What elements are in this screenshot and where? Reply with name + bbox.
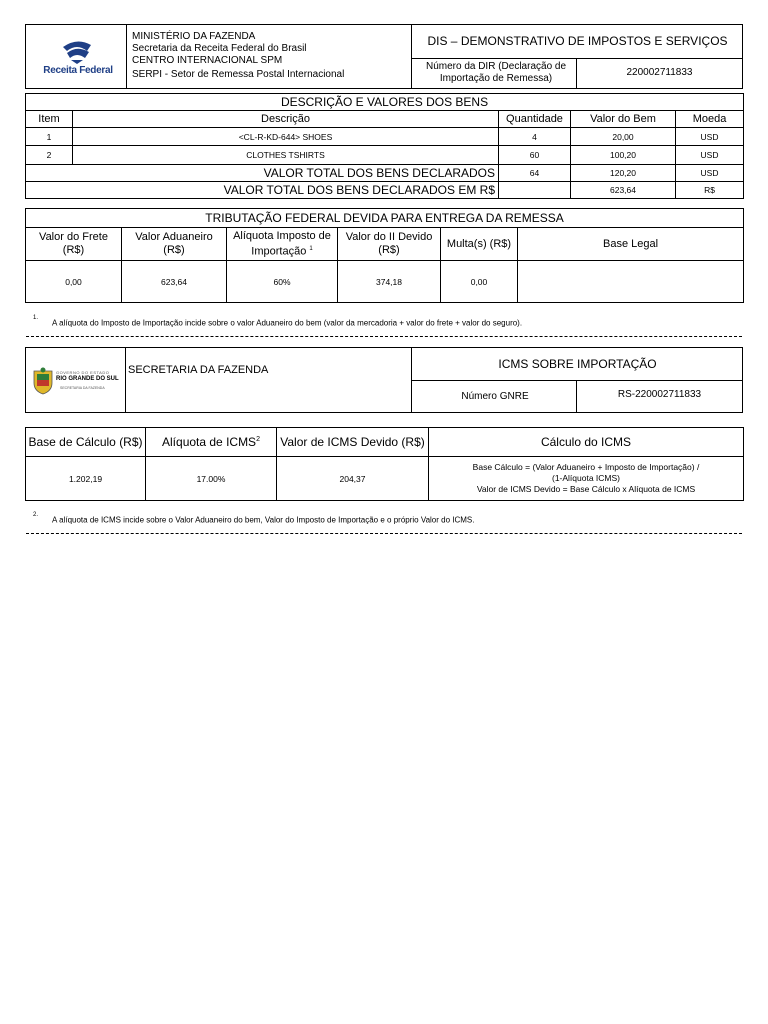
col-customs-value: Valor Aduaneiro (R$): [122, 228, 227, 261]
total-brl-value: 623,64: [571, 182, 676, 199]
dir-label: Número da DIR (Declaração de Importação de Remessa): [425, 61, 567, 84]
icms-calc-line-3: Valor de ICMS Devido = Base Cálculo x Alíquota de ICMS: [476, 484, 696, 494]
federal-tax-table: [25, 208, 744, 303]
col-import-rate-label: Alíquota Imposto de Importação: [233, 229, 331, 258]
col-import-rate: [227, 228, 338, 261]
goods-title: DESCRIÇÃO E VALORES DOS BENS: [26, 94, 744, 111]
customs-value: 623,64: [122, 261, 227, 303]
col-legal-basis: Base Legal: [518, 228, 744, 261]
table-row: [26, 128, 744, 146]
icms-header-row: [26, 428, 744, 457]
col-value: Valor do Bem: [571, 111, 676, 128]
col-import-rate-footnote: 1: [309, 245, 313, 252]
row-value: 100,20: [571, 146, 676, 165]
col-icms-rate-footnote: 2: [256, 436, 260, 443]
icms-title-cell: [411, 348, 742, 381]
doc-title-cell: [411, 25, 742, 59]
row-quantity: 60: [499, 146, 571, 165]
icms-table: [25, 427, 744, 501]
table-row: [26, 146, 744, 165]
header-block: [25, 24, 743, 89]
total-brl-currency: R$: [676, 182, 744, 199]
footnote-2-text: A alíquota de ICMS incide sobre o Valor Aduaneiro do bem, Valor do Imposto de Importação e o próprio Valor do ICMS.: [52, 515, 475, 525]
row-description: CLOTHES TSHIRTS: [73, 146, 499, 165]
state-header-block: [25, 347, 743, 413]
import-rate-value: 60%: [227, 261, 338, 303]
icms-calc-line-1: Base Cálculo = (Valor Aduaneiro + Imposto de Importação) /: [472, 462, 700, 472]
footnote-1-number: 1.: [33, 315, 39, 321]
footnote-1: [33, 315, 523, 328]
total-label: VALOR TOTAL DOS BENS DECLARADOS: [26, 165, 499, 182]
col-description: Descrição: [73, 111, 499, 128]
seal-line-3: SECRETARIA DA FAZENDA: [60, 386, 105, 390]
dir-label-cell: [411, 59, 577, 88]
rs-coat-of-arms-icon: [32, 367, 54, 395]
col-icms-due: Valor de ICMS Devido (R$): [277, 428, 429, 457]
freight-value: 0,00: [26, 261, 122, 303]
col-icms-rate: [146, 428, 277, 457]
row-currency: USD: [676, 146, 744, 165]
federal-header-row: [26, 228, 744, 261]
state-seal-cell: [26, 348, 126, 412]
icms-values-row: [26, 457, 744, 501]
col-freight: Valor do Frete (R$): [26, 228, 122, 261]
state-secretariat: SECRETARIA DA FAZENDA: [128, 364, 269, 376]
total-currency: USD: [676, 165, 744, 182]
total-brl-empty: [499, 182, 571, 199]
footnote-2-number: 2.: [33, 512, 39, 518]
icms-rate-value: 17.00%: [146, 457, 277, 501]
gnre-label-cell: [411, 381, 577, 412]
footnote-2: [33, 512, 475, 525]
ministry-name: MINISTÉRIO DA FAZENDA: [132, 31, 256, 42]
row-value: 20,00: [571, 128, 676, 146]
federal-title: TRIBUTAÇÃO FEDERAL DEVIDA PARA ENTREGA DA REMESSA: [26, 209, 744, 228]
col-currency: Moeda: [676, 111, 744, 128]
federal-values-row: [26, 261, 744, 303]
dir-number-cell: [577, 59, 742, 88]
dashed-separator: [26, 336, 742, 337]
row-currency: USD: [676, 128, 744, 146]
row-item: 2: [26, 146, 73, 165]
dir-number: 220002711833: [626, 67, 693, 78]
goods-table: [25, 93, 744, 199]
row-quantity: 4: [499, 128, 571, 146]
gnre-label: Número GNRE: [461, 391, 529, 402]
legal-basis-value: [518, 261, 744, 303]
gnre-number-cell: [577, 381, 742, 412]
ministry-info: [132, 31, 412, 81]
receita-logo-text: Receita Federal: [43, 65, 113, 76]
col-quantity: Quantidade: [499, 111, 571, 128]
total-value: 120,20: [571, 165, 676, 182]
goods-total-brl-row: [26, 182, 744, 199]
goods-total-row: [26, 165, 744, 182]
receita-logo-cell: [26, 25, 127, 88]
icms-calc-formula: [429, 457, 744, 501]
dashed-separator: [26, 533, 742, 534]
icms-title: ICMS SOBRE IMPORTAÇÃO: [498, 357, 657, 371]
ii-due-value: 374,18: [338, 261, 441, 303]
total-brl-label: VALOR TOTAL DOS BENS DECLARADOS EM R$: [26, 182, 499, 199]
col-calc-base: Base de Cálculo (R$): [26, 428, 146, 457]
receita-federal-logo-icon: [57, 39, 97, 65]
fines-value: 0,00: [441, 261, 518, 303]
col-icms-rate-label: Alíquota de ICMS: [162, 435, 257, 449]
total-quantity: 64: [499, 165, 571, 182]
sector-name: SERPI - Setor de Remessa Postal Internacional: [132, 69, 345, 80]
row-item: 1: [26, 128, 73, 146]
col-item: Item: [26, 111, 73, 128]
center-name: CENTRO INTERNACIONAL SPM: [132, 55, 283, 66]
col-ii-due: Valor do II Devido (R$): [338, 228, 441, 261]
calc-base-value: 1.202,19: [26, 457, 146, 501]
doc-title: DIS – DEMONSTRATIVO DE IMPOSTOS E SERVIÇOS: [427, 34, 728, 48]
goods-header-row: [26, 111, 744, 128]
seal-line-1: GOVERNO DO ESTADO: [56, 370, 110, 375]
secretariat-name: Secretaria da Receita Federal do Brasil: [132, 43, 307, 54]
icms-due-value: 204,37: [277, 457, 429, 501]
gnre-number: RS-220002711833: [617, 389, 702, 400]
footnote-1-text: A alíquota do Imposto de Importação incide sobre o valor Aduaneiro do bem (valor da mercadoria + valor do frete + valor do seguro).: [52, 318, 523, 328]
row-description: <CL-R-KD-644> SHOES: [73, 128, 499, 146]
col-icms-calc: Cálculo do ICMS: [429, 428, 744, 457]
seal-line-2: RIO GRANDE DO SUL: [56, 376, 119, 382]
col-fines: Multa(s) (R$): [441, 228, 518, 261]
icms-calc-line-2: (1-Alíquota ICMS): [551, 473, 621, 483]
